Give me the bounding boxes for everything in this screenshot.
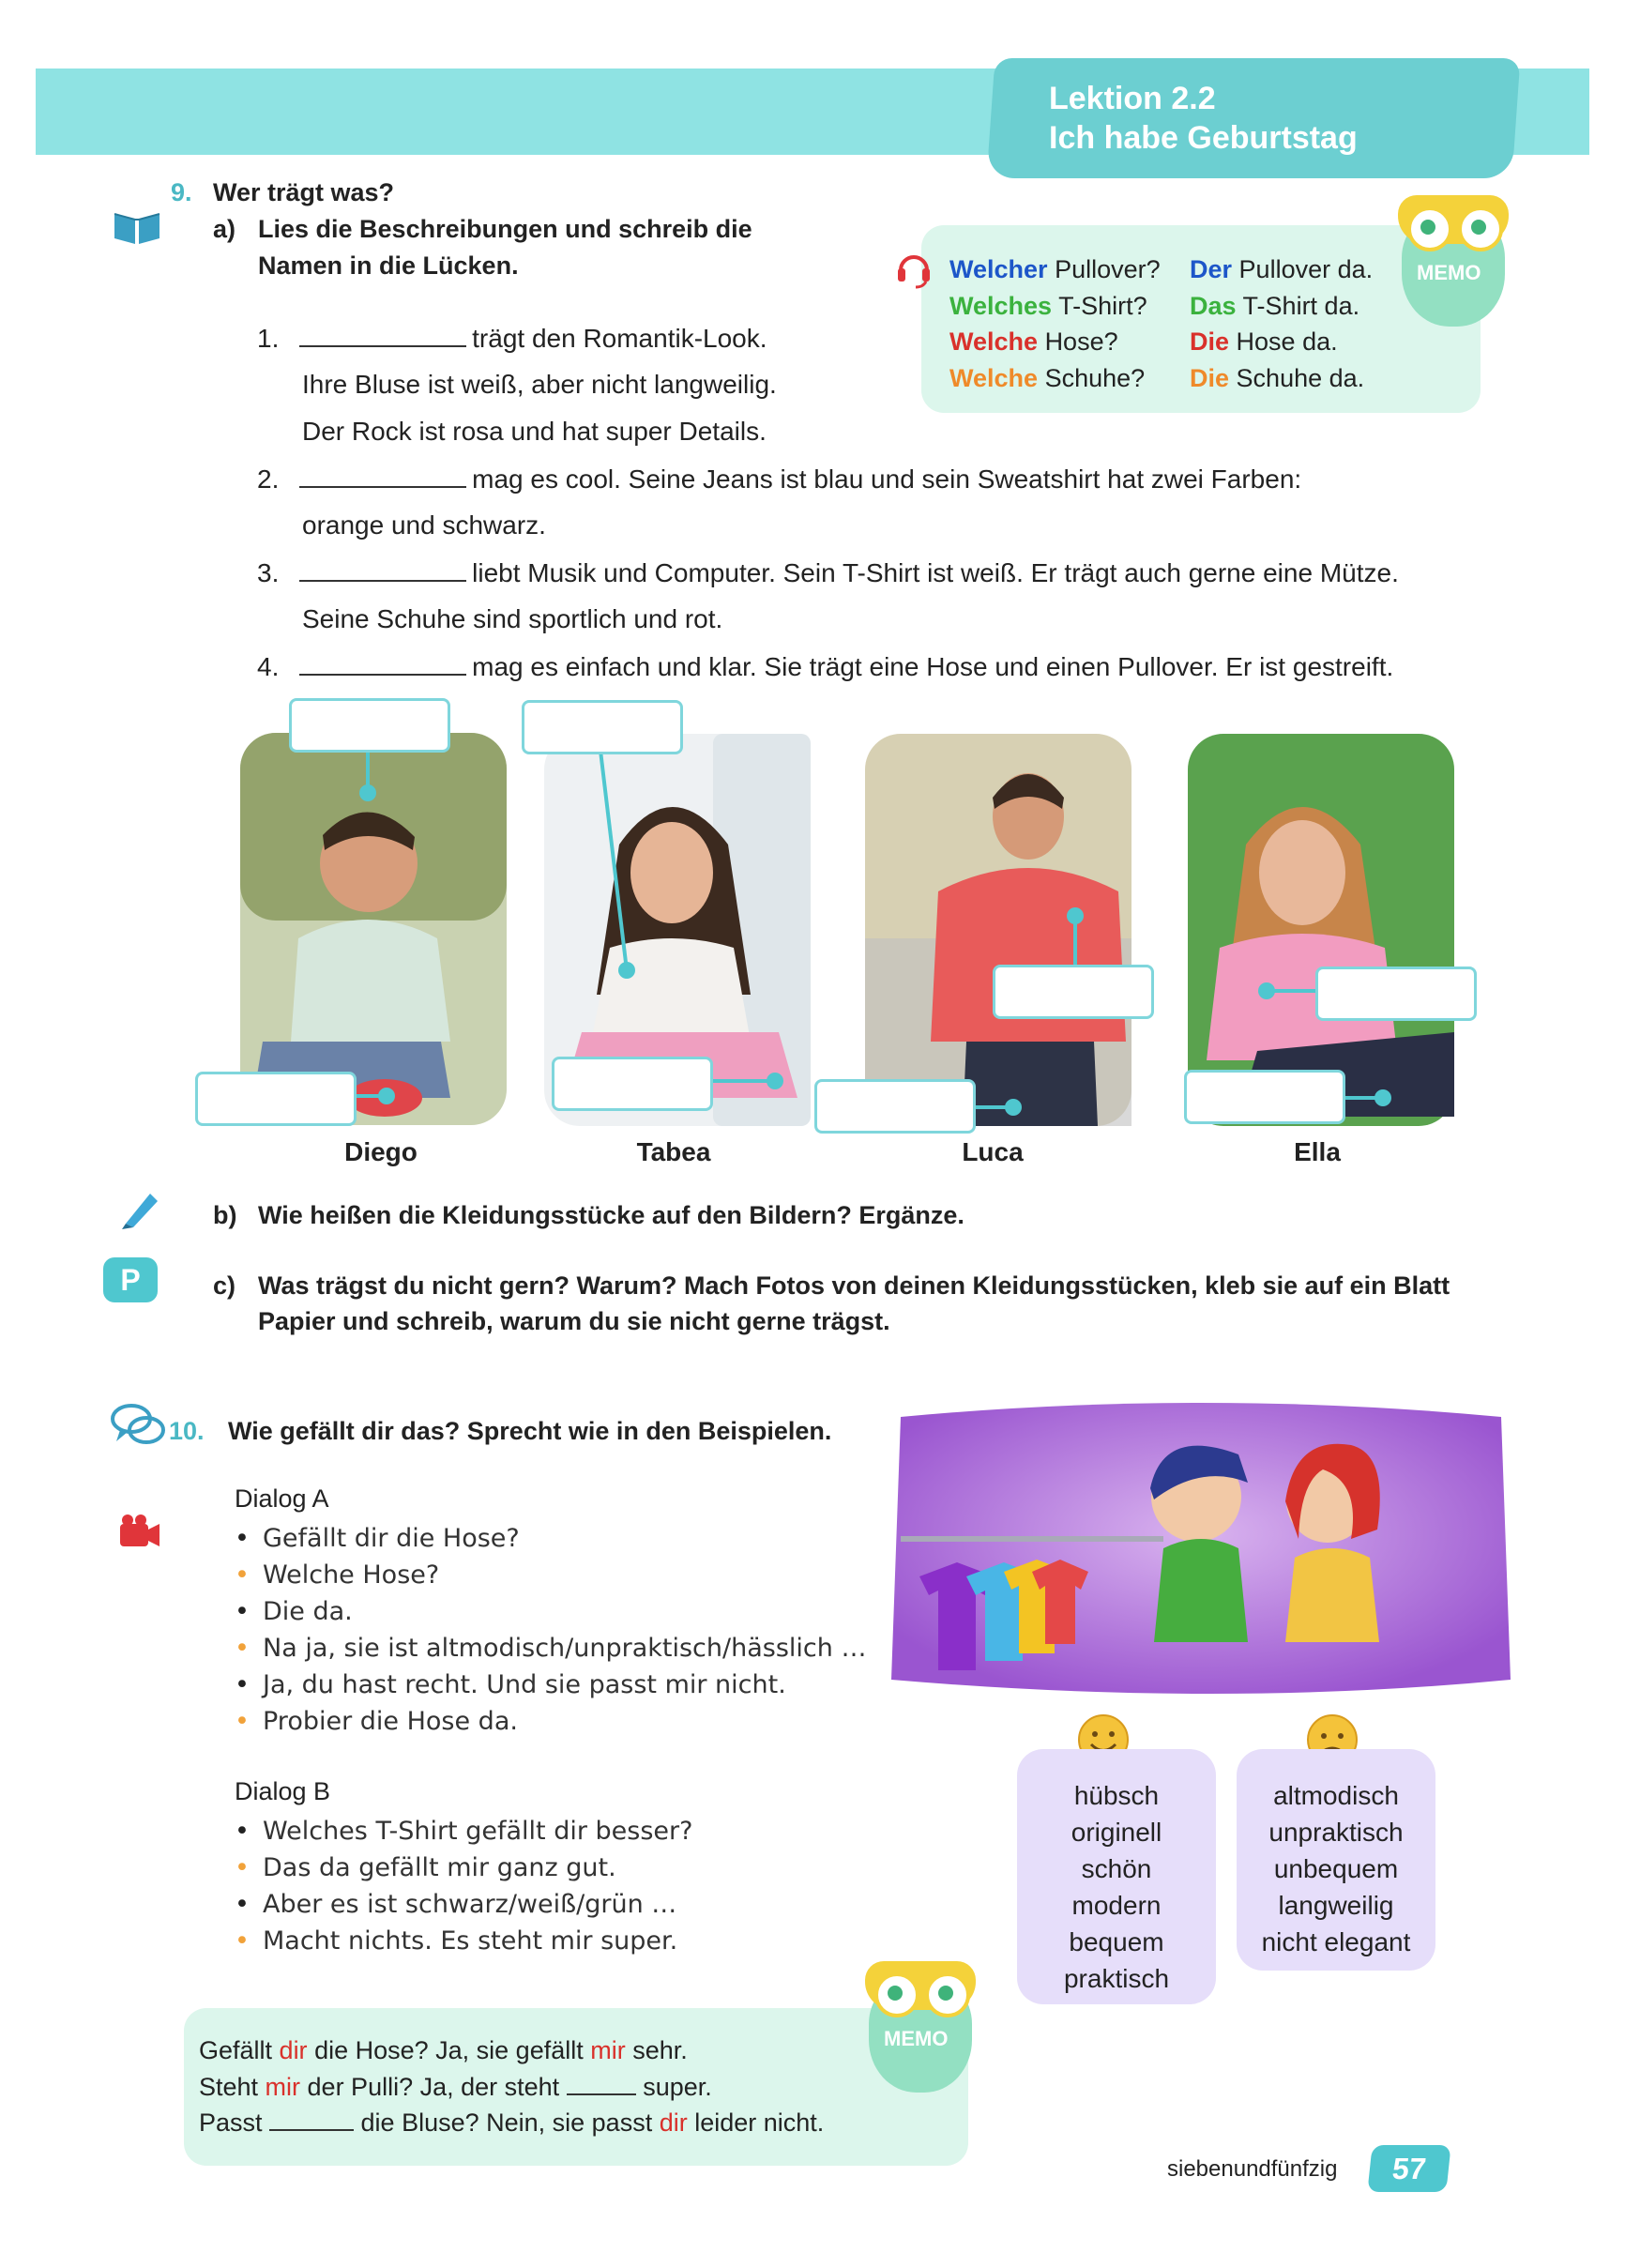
item-text: liebt Musik und Computer. Sein T-Shirt ist weiß. Er trägt auch gerne eine Mütze.	[472, 558, 1399, 587]
dialog-line: • Das da gefällt mir ganz gut.	[235, 1849, 692, 1886]
ex9a-label: a)	[213, 215, 236, 243]
wardrobe-illustration	[882, 1398, 1516, 1755]
pencil-icon	[118, 1186, 163, 1231]
item-1-cont-1: Ihre Bluse ist weiß, aber nicht langweilig.	[302, 370, 777, 399]
dialog-b-title: Dialog B	[235, 1777, 331, 1805]
dialog-line: • Probier die Hose da.	[235, 1703, 866, 1740]
item-number: 2.	[257, 464, 280, 494]
label-box-luca-bottom[interactable]	[814, 1079, 976, 1134]
item-number: 1.	[257, 324, 280, 353]
item-text: mag es cool. Seine Jeans ist blau und sein Sweatshirt hat zwei Farben:	[472, 464, 1302, 494]
dialog-b	[235, 1813, 692, 1959]
memo-row: Welcher Pullover?	[949, 255, 1161, 283]
ex9-number: 9.	[171, 178, 192, 206]
memo-line-3: Passt die Bluse? Nein, sie passt dir leider nicht.	[199, 2108, 825, 2137]
item-3-cont-1: Seine Schuhe sind sportlich und rot.	[302, 604, 723, 633]
negative-adjectives	[1237, 1777, 1435, 1960]
positive-adjectives	[1017, 1777, 1216, 1997]
ex9a-instruction-2: Namen in die Lücken.	[258, 251, 519, 280]
lesson-title: Ich habe Geburtstag	[1049, 120, 1358, 156]
memo-blank[interactable]	[567, 2073, 636, 2095]
adjective: unpraktisch	[1268, 1818, 1404, 1847]
label-box-luca-top[interactable]	[993, 965, 1154, 1019]
video-camera-icon	[116, 1513, 163, 1550]
dialog-line: • Ja, du hast recht. Und sie passt mir nicht.	[235, 1667, 866, 1703]
name-tabea: Tabea	[636, 1137, 711, 1166]
project-icon: P	[103, 1257, 158, 1302]
memo-row: Welche Schuhe?	[949, 363, 1146, 392]
dialog-a-title: Dialog A	[235, 1484, 329, 1513]
label-box-tabea-top[interactable]	[522, 700, 683, 754]
owl-label: MEMO	[884, 2027, 949, 2050]
ex10-title: Wie gefällt dir das? Sprecht wie in den Beispielen.	[228, 1417, 832, 1445]
adjective: originell	[1071, 1818, 1162, 1847]
ex9b-label: b)	[213, 1201, 237, 1229]
adjective: altmodisch	[1273, 1781, 1399, 1810]
item-number: 4.	[257, 652, 280, 681]
memo-line-2: Steht mir der Pulli? Ja, der steht super.	[199, 2072, 712, 2101]
label-box-diego-top[interactable]	[289, 698, 450, 753]
dialog-line: • Macht nichts. Es steht mir super.	[235, 1923, 692, 1959]
adjective: praktisch	[1063, 1964, 1170, 1993]
adjective: nicht elegant	[1261, 1927, 1411, 1956]
item-text: trägt den Romantik-Look.	[472, 324, 767, 353]
ex9-title: Wer trägt was?	[213, 178, 395, 206]
dialog-line: • Na ja, sie ist altmodisch/unpraktisch/hässlich …	[235, 1630, 866, 1667]
ex9c-instruction-2: Papier und schreib, warum du sie nicht gerne trägst.	[258, 1307, 890, 1335]
memo-row: Der Pullover da.	[1190, 255, 1374, 283]
dialog-line: • Welche Hose?	[235, 1557, 866, 1593]
adjective: modern	[1071, 1891, 1162, 1920]
memo-row: Die Schuhe da.	[1190, 363, 1365, 392]
item-1-cont-2: Der Rock ist rosa und hat super Details.	[302, 417, 767, 446]
label-box-tabea-bottom[interactable]	[552, 1057, 713, 1111]
dialog-a	[235, 1520, 866, 1740]
adjective: schön	[1081, 1854, 1152, 1883]
item-text: mag es einfach und klar. Sie trägt eine Hose und einen Pullover. Er ist gestreift.	[472, 652, 1394, 681]
speech-bubbles-icon	[111, 1402, 165, 1447]
adjective: hübsch	[1073, 1781, 1160, 1810]
memo-row: Das T-Shirt da.	[1190, 291, 1360, 320]
name-luca: Luca	[962, 1137, 1024, 1166]
name-diego: Diego	[344, 1137, 418, 1166]
ex9c-instruction-1: Was trägst du nicht gern? Warum? Mach Fotos von deinen Kleidungsstücken, kleb sie auf ein Blatt	[258, 1271, 1450, 1300]
page-number: 57	[1367, 2145, 1450, 2192]
dialog-line: • Gefällt dir die Hose?	[235, 1520, 866, 1557]
ex9c-label: c)	[213, 1271, 236, 1300]
memo-row: Welche Hose?	[949, 327, 1118, 356]
memo-line-1: Gefällt dir die Hose? Ja, sie gefällt mir sehr.	[199, 2036, 688, 2064]
item-2-cont-1: orange und schwarz.	[302, 510, 546, 540]
adjective: bequem	[1069, 1927, 1164, 1956]
page-word: siebenundfünfzig	[1167, 2156, 1338, 2182]
item-number: 3.	[257, 558, 280, 587]
adjective: langweilig	[1278, 1891, 1394, 1920]
owl-memo-icon-2	[859, 1961, 981, 2093]
label-box-diego-bottom[interactable]	[195, 1072, 357, 1126]
dialog-line: • Aber es ist schwarz/weiß/grün …	[235, 1886, 692, 1923]
ex9a-instruction-1: Lies die Beschreibungen und schreib die	[258, 215, 752, 243]
memo-row: Welches T-Shirt?	[949, 291, 1147, 320]
memo-row: Die Hose da.	[1190, 327, 1338, 356]
dialog-line: • Welches T-Shirt gefällt dir besser?	[235, 1813, 692, 1849]
ex10-number: 10.	[169, 1417, 205, 1445]
name-ella: Ella	[1294, 1137, 1341, 1166]
owl-label: MEMO	[1417, 261, 1481, 284]
lesson-number: Lektion 2.2	[1049, 81, 1216, 116]
label-box-ella-top[interactable]	[1315, 967, 1477, 1021]
memo-pronoun-lines	[199, 2032, 824, 2141]
memo-blank[interactable]	[269, 2108, 354, 2131]
label-box-ella-bottom[interactable]	[1184, 1070, 1345, 1124]
dialog-line: • Die da.	[235, 1593, 866, 1630]
ex9b-instruction: Wie heißen die Kleidungsstücke auf den Bildern? Ergänze.	[258, 1201, 964, 1229]
adjective: unbequem	[1273, 1854, 1399, 1883]
